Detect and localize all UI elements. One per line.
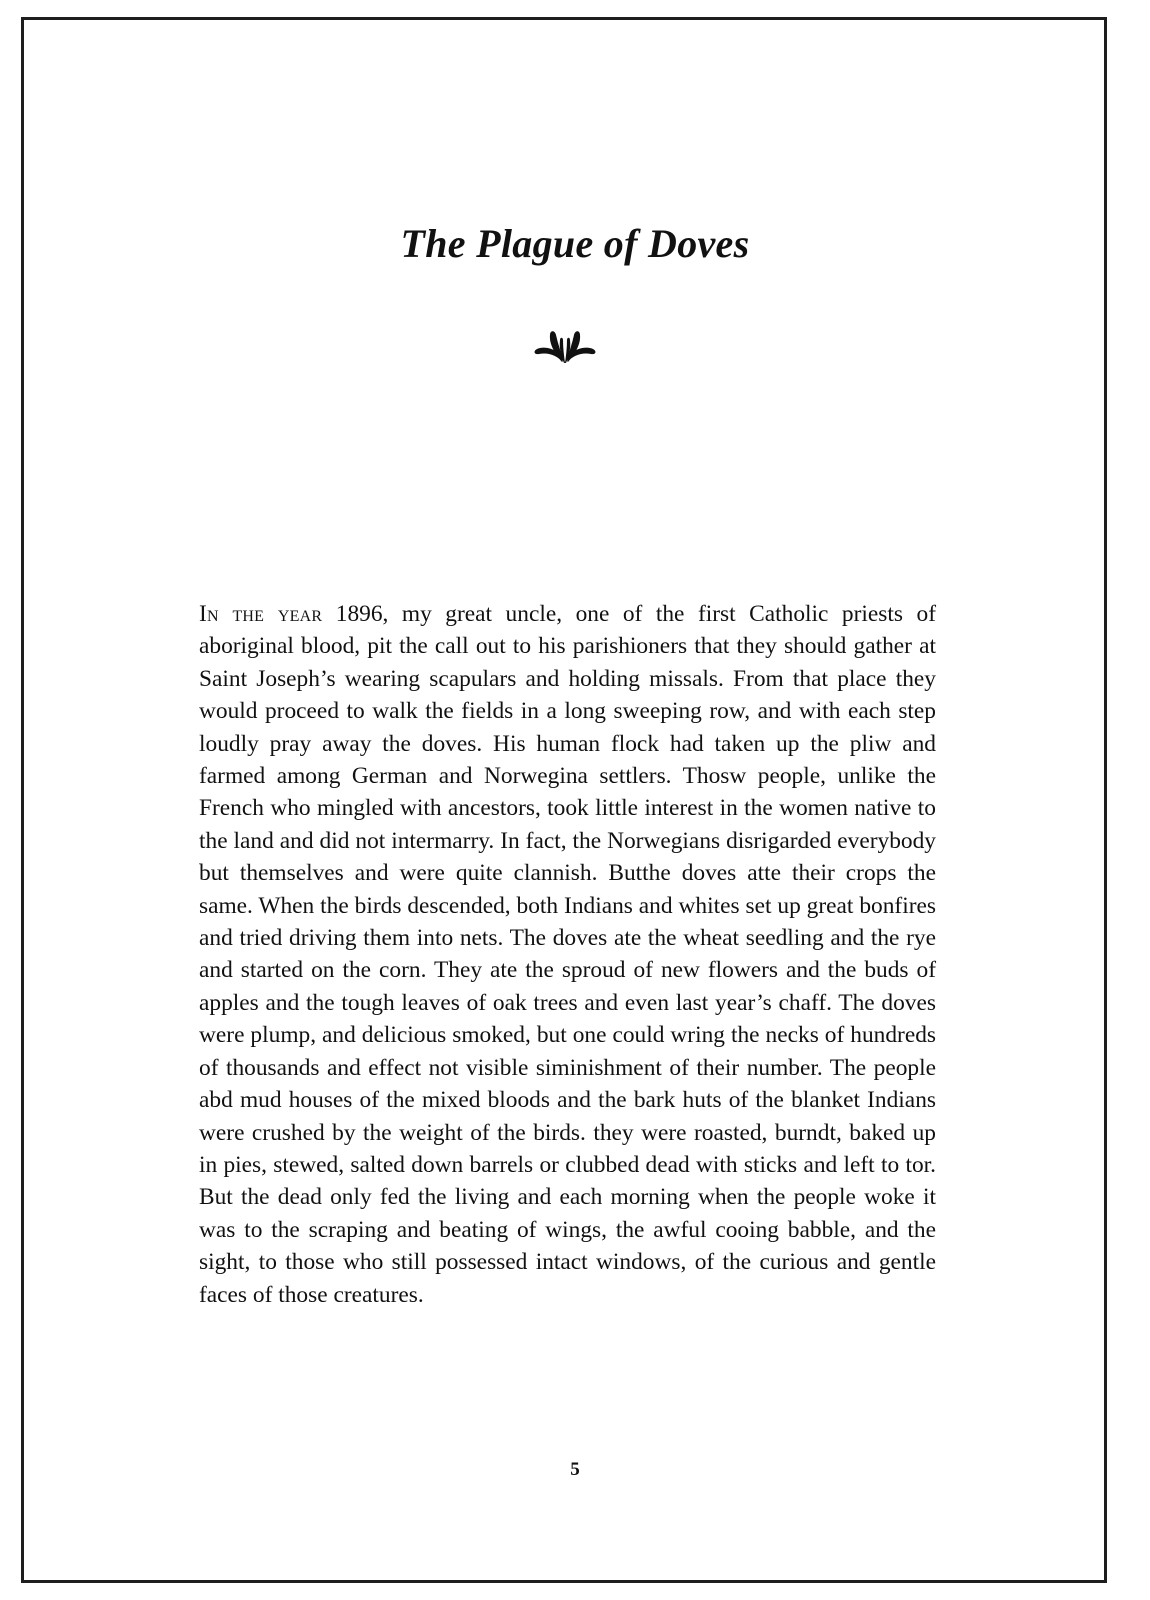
chapter-body-paragraph — [199, 598, 936, 1311]
chapter-title: The Plague of Doves — [400, 221, 750, 266]
page-number: 5 — [570, 1459, 580, 1480]
fleuron-ornament-icon — [533, 326, 597, 366]
opening-smallcaps: In the year — [199, 601, 323, 627]
body-text: 1896, my great uncle, one of the first Catholic priests of aboriginal blood, pit the call out to his parishioners that they should gather at Saint Joseph’s wearing scapulars and holding missals. From that place they would proceed to walk the fields in a long sweeping row, and with each step loudly pray away the doves. His human flock had taken up the pliw and farmed among German and Norwegina settlers. Thosw people, unlike the French who mingled with ancestors, took little interest in the women native to the land and did not intermarry. In fact, the Norwegians disrigarded everybody but themselves and were quite clannish. Butthe doves atte their crops the same. When the birds descended, both Indians and whites set up great bonfires and tried driving them into nets. The doves ate the wheat seedling and the rye and started on the corn. They ate the sproud of new flowers and the buds of apples and the tough leaves of oak trees and even last year’s chaff. The doves were plump, and delicious smoked, but one could wring the necks of hundreds of thousands and effect not visible siminishment of their number. The people abd mud houses of the mixed bloods and the bark huts of the blanket Indians were crushed by the weight of the birds. they were roasted, burndt, baked up in pies, stewed, salted down barrels or clubbed dead with sticks and left to tor. But the dead only fed the living and each morning when the people woke it was to the scraping and beating of wings, the awful cooing babble, and the sight, to those who still possessed intact windows, of the curious and gentle faces of those creatures. — [199, 601, 936, 1308]
